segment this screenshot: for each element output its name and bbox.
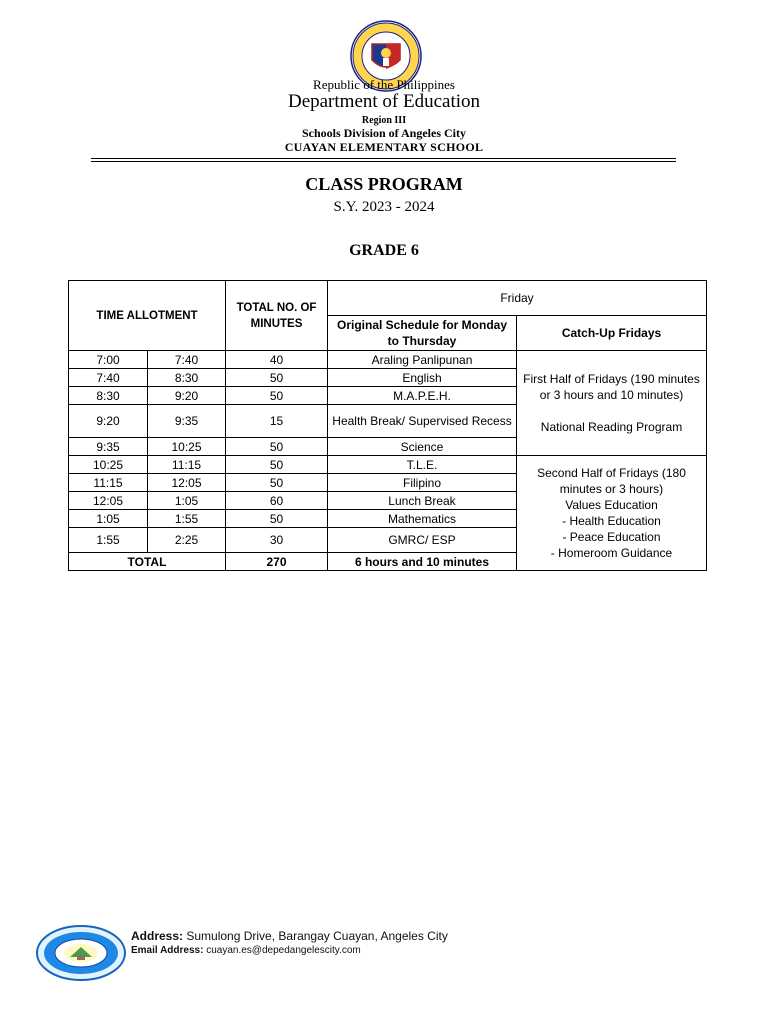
subject: Science [328, 438, 517, 456]
minutes: 50 [226, 474, 328, 492]
address-label: Address: [131, 929, 184, 943]
end-time: 1:05 [148, 492, 226, 510]
total-minutes: 270 [226, 553, 328, 571]
division-name: Schools Division of Angeles City [301, 126, 466, 140]
table-row [69, 351, 707, 369]
subject: Araling Panlipunan [328, 351, 517, 369]
second-half-item: - Homeroom Guidance [550, 546, 673, 560]
second-half-item: - Health Education [562, 514, 661, 528]
first-half-fridays-cell [517, 351, 707, 456]
start-time: 11:15 [69, 474, 148, 492]
start-time: 12:05 [69, 492, 148, 510]
school-name: CUAYAN ELEMENTARY SCHOOL [284, 140, 484, 154]
second-half-item: - Peace Education [562, 530, 661, 544]
end-time: 7:40 [148, 351, 226, 369]
header-friday: Friday [328, 281, 707, 316]
end-time: 9:35 [148, 405, 226, 438]
minutes: 15 [226, 405, 328, 438]
page-title: CLASS PROGRAM [305, 174, 463, 194]
email-label: Email Address: [131, 945, 204, 956]
start-time: 7:40 [69, 369, 148, 387]
subject: GMRC/ ESP [328, 528, 517, 553]
start-time: 8:30 [69, 387, 148, 405]
second-half-fridays: Second Half of Fridays (180 minutes or 3 hours) [537, 466, 686, 496]
address-value: Sumulong Drive, Barangay Cuayan, Angeles City [186, 929, 448, 943]
end-time: 8:30 [148, 369, 226, 387]
header-time-allotment: TIME ALLOTMENT [69, 281, 226, 351]
grade-level: GRADE 6 [349, 242, 419, 259]
school-address [131, 929, 448, 943]
subject: Filipino [328, 474, 517, 492]
total-label: TOTAL [69, 553, 226, 571]
second-half-item: Values Education [565, 498, 658, 512]
subject: Mathematics [328, 510, 517, 528]
subject: Health Break/ Supervised Recess [328, 405, 517, 438]
email-value[interactable]: cuayan.es@depedangelescity.com [206, 945, 361, 956]
subject: T.L.E. [328, 456, 517, 474]
start-time: 9:20 [69, 405, 148, 438]
department-name: Department of Education [287, 91, 481, 112]
minutes: 50 [226, 369, 328, 387]
minutes: 50 [226, 456, 328, 474]
start-time: 1:05 [69, 510, 148, 528]
republic-line: Republic of the Philippines [313, 77, 455, 92]
end-time: 9:20 [148, 387, 226, 405]
end-time: 12:05 [148, 474, 226, 492]
start-time: 9:35 [69, 438, 148, 456]
school-email [131, 945, 361, 956]
total-hours: 6 hours and 10 minutes [328, 553, 517, 571]
minutes: 60 [226, 492, 328, 510]
header-original-schedule: Original Schedule for Monday to Thursday [328, 316, 517, 351]
end-time: 2:25 [148, 528, 226, 553]
end-time: 10:25 [148, 438, 226, 456]
minutes: 40 [226, 351, 328, 369]
school-year: S.Y. 2023 - 2024 [333, 199, 435, 215]
end-time: 11:15 [148, 456, 226, 474]
minutes: 50 [226, 510, 328, 528]
subject: M.A.P.E.H. [328, 387, 517, 405]
header-total-minutes: TOTAL NO. OF MINUTES [226, 281, 328, 351]
start-time: 10:25 [69, 456, 148, 474]
header-catch-up-fridays: Catch-Up Fridays [517, 316, 707, 351]
minutes: 50 [226, 438, 328, 456]
subject: English [328, 369, 517, 387]
start-time: 7:00 [69, 351, 148, 369]
minutes: 30 [226, 528, 328, 553]
region-name: Region III [361, 115, 407, 126]
header-divider [91, 158, 676, 159]
subject: Lunch Break [328, 492, 517, 510]
school-logo [36, 925, 126, 981]
first-half-fridays: First Half of Fridays (190 minutes or 3 hours and 10 minutes) [523, 372, 700, 402]
end-time: 1:55 [148, 510, 226, 528]
table-row [69, 456, 707, 474]
start-time: 1:55 [69, 528, 148, 553]
minutes: 50 [226, 387, 328, 405]
national-reading-program: National Reading Program [540, 420, 683, 434]
class-schedule-table [68, 280, 707, 571]
header-divider-thin [91, 161, 676, 162]
second-half-fridays-cell [517, 456, 707, 571]
